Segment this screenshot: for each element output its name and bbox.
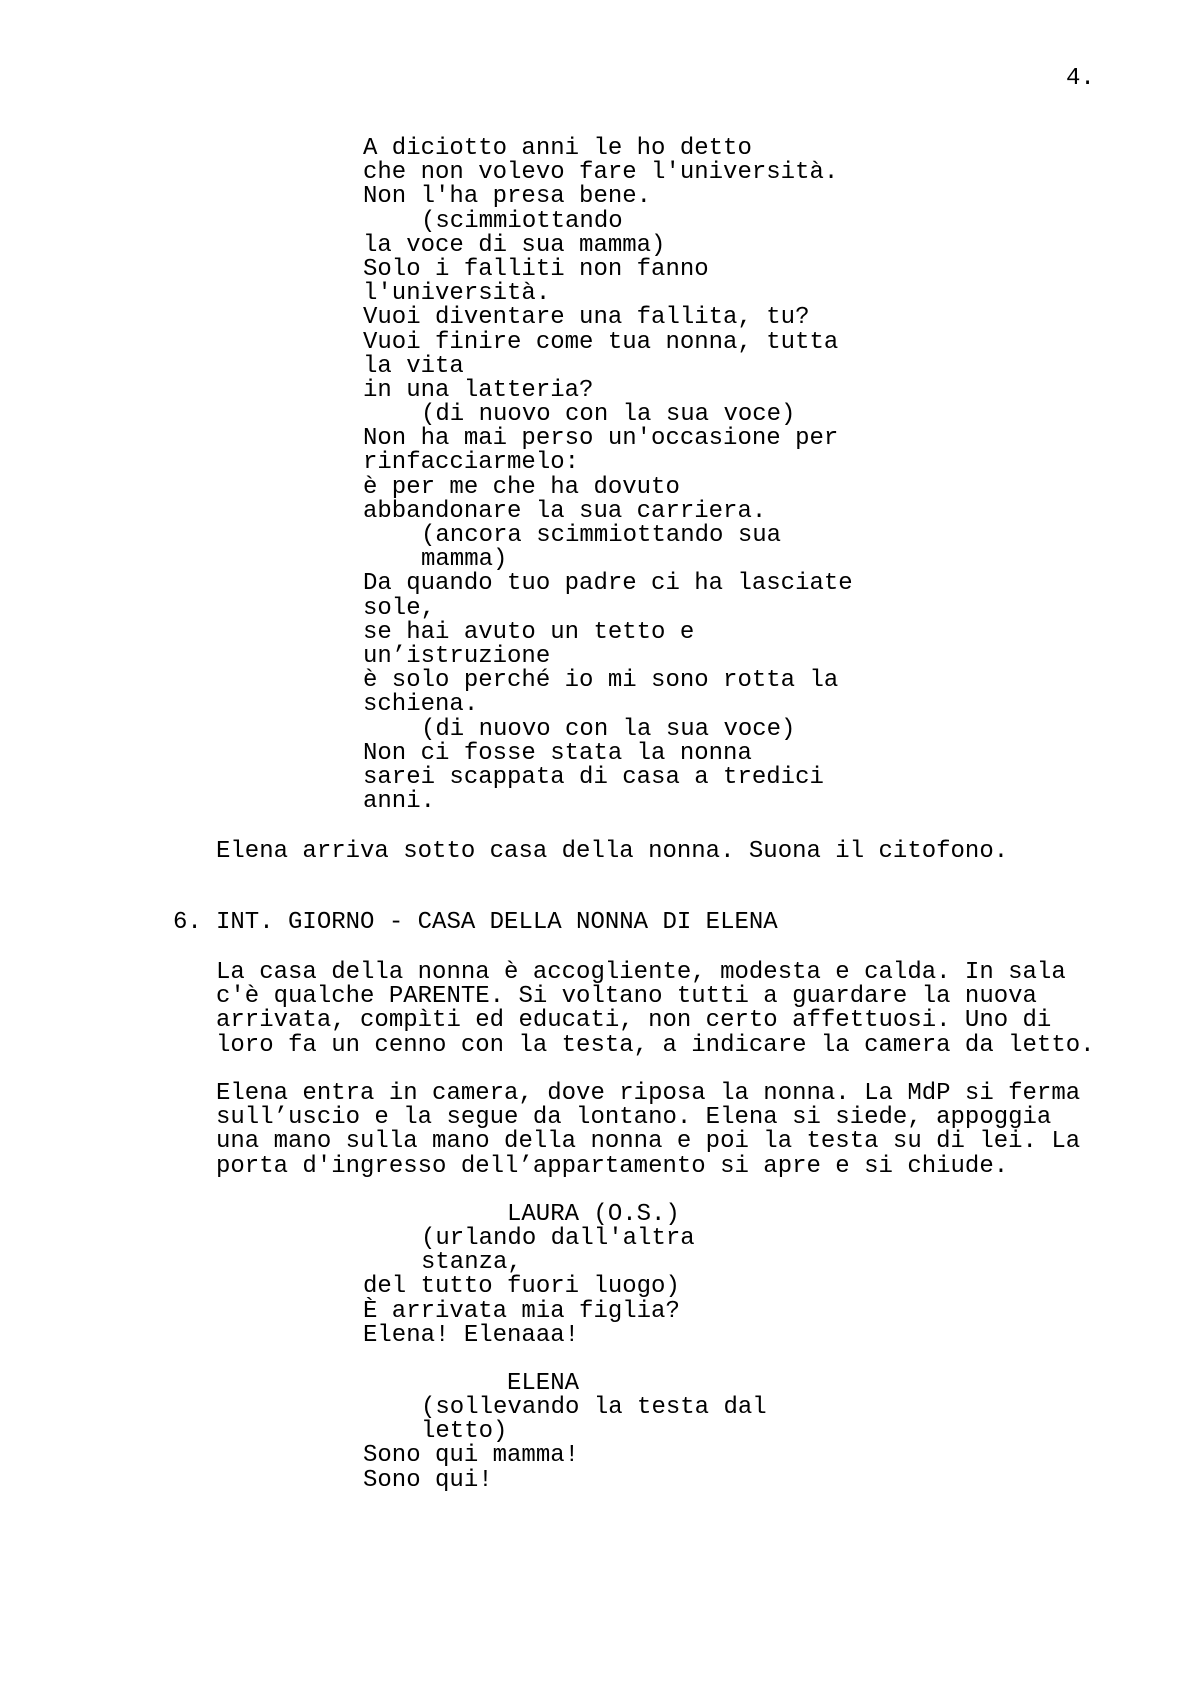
action-line: c'è qualche PARENTE. Si voltano tutti a guardare la nuova [216,983,1037,1011]
character-name-laura: LAURA (O.S.) [507,1201,680,1228]
dialogue-continued [363,137,853,814]
dialogue-line: Elena! Elenaaa! [363,1321,580,1349]
dialogue-line: rinfacciarmelo: [363,449,580,477]
dialogue-line: in una latteria? [363,376,594,404]
action-line: La casa della nonna è accogliente, modesta e calda. In sala [216,959,1066,986]
action-line: sull’uscio e la segue da lontano. Elena si siede, appoggia [216,1104,1052,1132]
scene-number: 6. [173,909,202,936]
dialogue-line: Solo i falliti non fanno [363,255,709,283]
scene-heading: INT. GIORNO - CASA DELLA NONNA DI ELENA [216,909,778,936]
dialogue-line: sarei scappata di casa a tredici [363,763,824,791]
dialogue-line: è per me che ha dovuto [363,473,680,501]
dialogue-line: l'università. [363,280,551,308]
parenthetical-line: (di nuovo con la sua voce) [421,401,796,429]
character-name-elena: ELENA [507,1370,580,1397]
dialogue-line: anni. [363,788,436,816]
dialogue-line: Vuoi finire come tua nonna, tutta [363,328,839,356]
parenthetical-line: stanza, [421,1249,522,1277]
parenthetical-line: (sollevando la testa dal [421,1394,767,1421]
dialogue-line: schiena. [363,691,479,719]
dialogue-elena [363,1396,767,1493]
parenthetical-line: (ancora scimmiottando sua [421,522,782,549]
action-paragraph [216,1082,1080,1179]
dialogue-line: Sono qui mamma! [363,1442,580,1470]
dialogue-line: un’istruzione [363,642,551,670]
action-line: Elena arriva sotto casa della nonna. Suona il citofono. [216,838,1009,865]
dialogue-line: del tutto fuori luogo) [363,1273,680,1301]
action-paragraph [216,840,1008,864]
action-line: loro fa un cenno con la testa, a indicare la camera da letto. [216,1031,1095,1059]
dialogue-line: che non volevo fare l'università. [363,159,839,187]
dialogue-line: Da quando tuo padre ci ha lasciate [363,570,853,598]
dialogue-line: Vuoi diventare una fallita, tu? [363,304,810,332]
dialogue-line: È arrivata mia figlia? [363,1297,680,1325]
dialogue-line: se hai avuto un tetto e [363,618,695,646]
action-line: arrivata, compìti ed educati, non certo affettuosi. Uno di [216,1007,1052,1035]
parenthetical-line: (scimmiottando [421,207,623,235]
parenthetical-line: mamma) [421,546,508,574]
dialogue-line: è solo perché io mi sono rotta la [363,667,839,695]
dialogue-line: Non l'ha presa bene. [363,183,652,211]
dialogue-line: Sono qui! [363,1466,493,1494]
page-number: 4. [1066,65,1095,92]
dialogue-line: Non ci fosse stata la nonna [363,739,752,767]
parenthetical-line: letto) [421,1418,508,1446]
action-line: Elena entra in camera, dove riposa la nonna. La MdP si ferma [216,1080,1081,1107]
dialogue-laura [363,1227,695,1348]
dialogue-line: abbandonare la sua carriera. [363,497,767,525]
action-paragraph [216,961,1095,1058]
dialogue-line: A diciotto anni le ho detto [363,135,752,162]
parenthetical-line: (urlando dall'altra [421,1225,695,1252]
action-line: una mano sulla mano della nonna e poi la testa su di lei. La [216,1128,1081,1156]
dialogue-line: Non ha mai perso un'occasione per [363,425,839,453]
action-line: porta d'ingresso dell’appartamento si apre e si chiude. [216,1152,1009,1180]
parenthetical-line: (di nuovo con la sua voce) [421,715,796,743]
dialogue-line: la voce di sua mamma) [363,231,666,259]
dialogue-line: la vita [363,352,464,380]
dialogue-line: sole, [363,594,436,622]
